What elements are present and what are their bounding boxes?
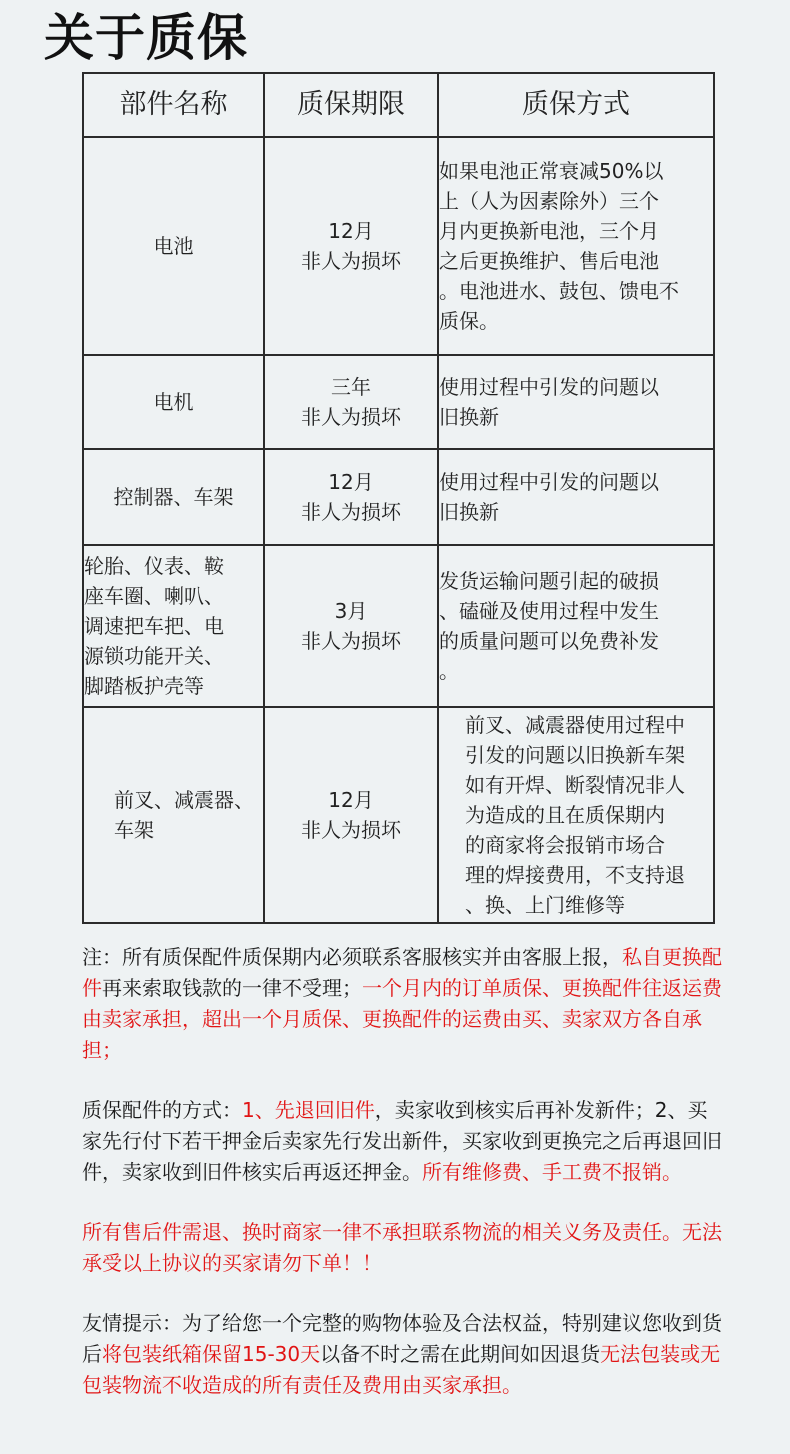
- method-line: 、换、上门维修等: [465, 893, 625, 917]
- warranty-table: [82, 72, 715, 924]
- method-cell: [438, 707, 714, 923]
- part-line: 轮胎、仪表、鞍: [84, 554, 224, 578]
- method-line: 引发的问题以旧换新车架: [465, 743, 685, 767]
- period-cell: [264, 707, 438, 923]
- method-line: 前叉、减震器使用过程中: [465, 713, 685, 737]
- method-cell: [438, 449, 714, 545]
- part-line: 脚踏板护壳等: [84, 674, 204, 698]
- table-row: [83, 545, 714, 707]
- period-line: 非人为损坏: [301, 500, 401, 524]
- method-cell: [438, 545, 714, 707]
- note-text: 质保配件的方式：: [82, 1098, 242, 1122]
- part-cell: [83, 449, 264, 545]
- table-row: [83, 449, 714, 545]
- period-line: 12月: [328, 470, 374, 494]
- note-highlight: 无法包装或无包装物流不收造成的所有责任及费用由买家承担。: [82, 1342, 721, 1397]
- note-text: 再来索取钱款的一律不受理；: [102, 976, 362, 1000]
- note-text: 注：所有质保配件质保期内必须联系客服核实并由客服上报，: [82, 945, 622, 969]
- period-cell: [264, 545, 438, 707]
- method-line: 之后更换维护、售后电池: [439, 249, 659, 273]
- part-line: 电机: [153, 390, 194, 414]
- note-text: 友情提示：为了给您一个完整的购物体验及合法权益，特别建议您收到货后: [82, 1311, 722, 1366]
- period-line: 非人为损坏: [301, 629, 401, 653]
- table-header-row: [83, 73, 714, 137]
- method-line: 如有开焊、断裂情况非人: [465, 773, 685, 797]
- method-line: 旧换新: [439, 500, 499, 524]
- method-cell: [438, 137, 714, 355]
- table-row: [83, 355, 714, 449]
- part-cell: [83, 355, 264, 449]
- part-line: 座车圈、喇叭、: [84, 584, 224, 608]
- note-highlight: 私自更换配件: [82, 945, 722, 1000]
- part-line: 源锁功能开关、: [84, 644, 224, 668]
- method-line: 旧换新: [439, 405, 499, 429]
- note-highlight: 1、先退回旧件: [242, 1098, 375, 1122]
- method-line: 的质量问题可以免费补发: [439, 629, 659, 653]
- header-part-name: 部件名称: [83, 73, 264, 137]
- table-row: [83, 707, 714, 923]
- period-line: 非人为损坏: [301, 818, 401, 842]
- method-line: 使用过程中引发的问题以: [439, 375, 659, 399]
- method-line: 、磕碰及使用过程中发生: [439, 599, 659, 623]
- method-cell: [438, 355, 714, 449]
- period-cell: [264, 137, 438, 355]
- note-highlight: 将包装纸箱保留15-30天: [102, 1342, 321, 1366]
- note-highlight: 所有售后件需退、换时商家一律不承担联系物流的相关义务及责任。无法承受以上协议的买家请勿下单！！: [82, 1220, 722, 1275]
- period-line: 12月: [328, 219, 374, 243]
- note-paragraph-logistics: [82, 1217, 722, 1279]
- header-warranty-method: 质保方式: [438, 73, 714, 137]
- method-line: 如果电池正常衰减50%以: [439, 159, 664, 183]
- method-line: 发货运输问题引起的破损: [439, 569, 659, 593]
- period-line: 非人为损坏: [301, 405, 401, 429]
- method-line: 上（人为因素除外）三个: [439, 189, 659, 213]
- part-line: 前叉、减震器、: [114, 788, 254, 812]
- period-line: 非人为损坏: [301, 249, 401, 273]
- part-line: 车架: [114, 818, 154, 842]
- method-line: 。: [439, 659, 459, 683]
- table-row: [83, 137, 714, 355]
- method-line: 。电池进水、鼓包、馈电不: [439, 279, 679, 303]
- part-line: 电池: [153, 234, 194, 258]
- method-line: 使用过程中引发的问题以: [439, 470, 659, 494]
- note-highlight: 一个月内的订单质保、更换配件往返运费由卖家承担，超出一个月质保、更换配件的运费由买、卖家双方各自承担；: [82, 976, 722, 1062]
- period-line: 3月: [334, 599, 368, 623]
- period-cell: [264, 449, 438, 545]
- header-warranty-period: 质保期限: [264, 73, 438, 137]
- method-line: 为造成的且在质保期内: [465, 803, 665, 827]
- note-paragraph-tip: [82, 1308, 722, 1401]
- method-line: 月内更换新电池，三个月: [439, 219, 659, 243]
- note-text: 以备不时之需在此期间如因退货: [320, 1342, 601, 1366]
- period-line: 三年: [331, 375, 371, 399]
- part-line: 调速把车把、电: [84, 614, 224, 638]
- page-title: 关于质保: [44, 9, 248, 67]
- notes-section: [82, 942, 722, 1430]
- note-text: ，卖家收到核实后再补发新件；2、买家先行付下若干押金后卖家先行发出新件，买家收到更换完之后再退回旧件，卖家收到旧件核实后再返还押金。: [82, 1098, 722, 1184]
- method-line: 质保。: [439, 309, 499, 333]
- method-line: 的商家将会报销市场合: [465, 833, 665, 857]
- period-line: 12月: [328, 788, 374, 812]
- note-paragraph-service: [82, 942, 722, 1066]
- note-paragraph-method: [82, 1095, 722, 1188]
- part-cell: [83, 137, 264, 355]
- method-line: 理的焊接费用，不支持退: [465, 863, 685, 887]
- part-cell: [83, 545, 264, 707]
- period-cell: [264, 355, 438, 449]
- note-highlight: 所有维修费、手工费不报销。: [422, 1160, 682, 1184]
- part-cell: [83, 707, 264, 923]
- part-line: 控制器、车架: [113, 485, 234, 509]
